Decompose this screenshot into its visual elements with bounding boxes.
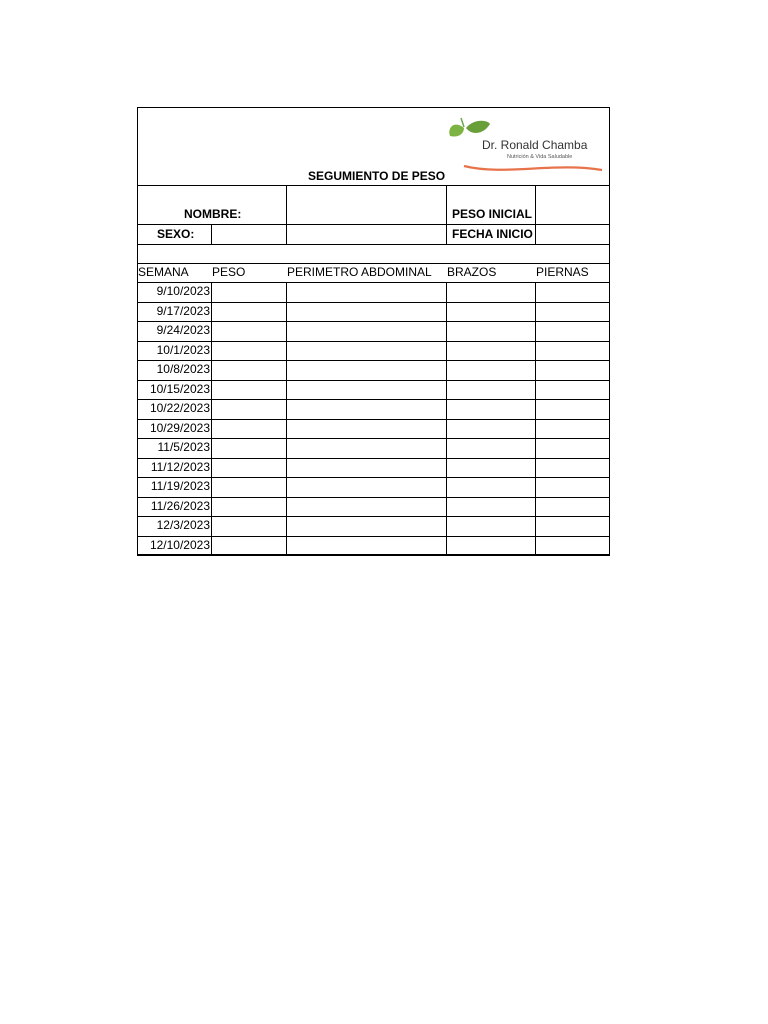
- col-header-peso: PESO: [212, 265, 246, 279]
- row-date: 9/24/2023: [156, 323, 210, 337]
- row-date: 10/1/2023: [156, 342, 210, 357]
- clinic-logo: [444, 114, 604, 176]
- logo-name: Dr. Ronald Chamba: [482, 138, 588, 152]
- leaf-logo-icon: [444, 114, 604, 176]
- grid-line: [137, 555, 610, 556]
- row-date: 9/17/2023: [156, 303, 210, 318]
- row-date: 11/19/2023: [150, 479, 210, 493]
- col-header-piernas: PIERNAS: [536, 265, 589, 279]
- grid-line: [446, 185, 447, 245]
- nombre-label: NOMBRE:: [184, 207, 242, 221]
- grid-line: [286, 185, 287, 245]
- grid-line: [137, 244, 610, 245]
- row-date: 10/15/2023: [149, 381, 210, 396]
- sexo-label: SEXO:: [157, 227, 195, 241]
- row-date: 9/10/2023: [156, 284, 210, 298]
- row-date: 11/12/2023: [150, 459, 210, 474]
- peso-inicial-label: PESO INICIAL: [452, 207, 533, 221]
- grid-line: [446, 282, 447, 556]
- grid-line: [286, 282, 287, 556]
- row-date: 10/8/2023: [156, 362, 210, 376]
- grid-line: [535, 282, 536, 556]
- col-header-semana: SEMANA: [138, 265, 189, 279]
- row-date: 11/26/2023: [150, 498, 210, 513]
- grid-line: [137, 185, 610, 186]
- grid-line: [535, 185, 536, 245]
- sheet-header: [138, 108, 609, 186]
- logo-tagline: Nutrición & Vida Saludable: [507, 154, 573, 160]
- col-header-brazos: BRAZOS: [447, 265, 497, 279]
- row-date: 12/3/2023: [156, 518, 210, 532]
- col-header-perimetro: PERIMETRO ABDOMINAL: [287, 265, 432, 279]
- row-date: 10/22/2023: [149, 401, 210, 415]
- grid-line: [211, 224, 212, 245]
- row-date: 10/29/2023: [149, 420, 210, 435]
- grid-line: [211, 282, 212, 556]
- fecha-inicio-label: FECHA INICIO: [452, 227, 533, 241]
- sheet-title: SEGUMIENTO DE PESO: [308, 169, 446, 183]
- row-date: 11/5/2023: [157, 440, 210, 454]
- row-date: 12/10/2023: [149, 537, 210, 552]
